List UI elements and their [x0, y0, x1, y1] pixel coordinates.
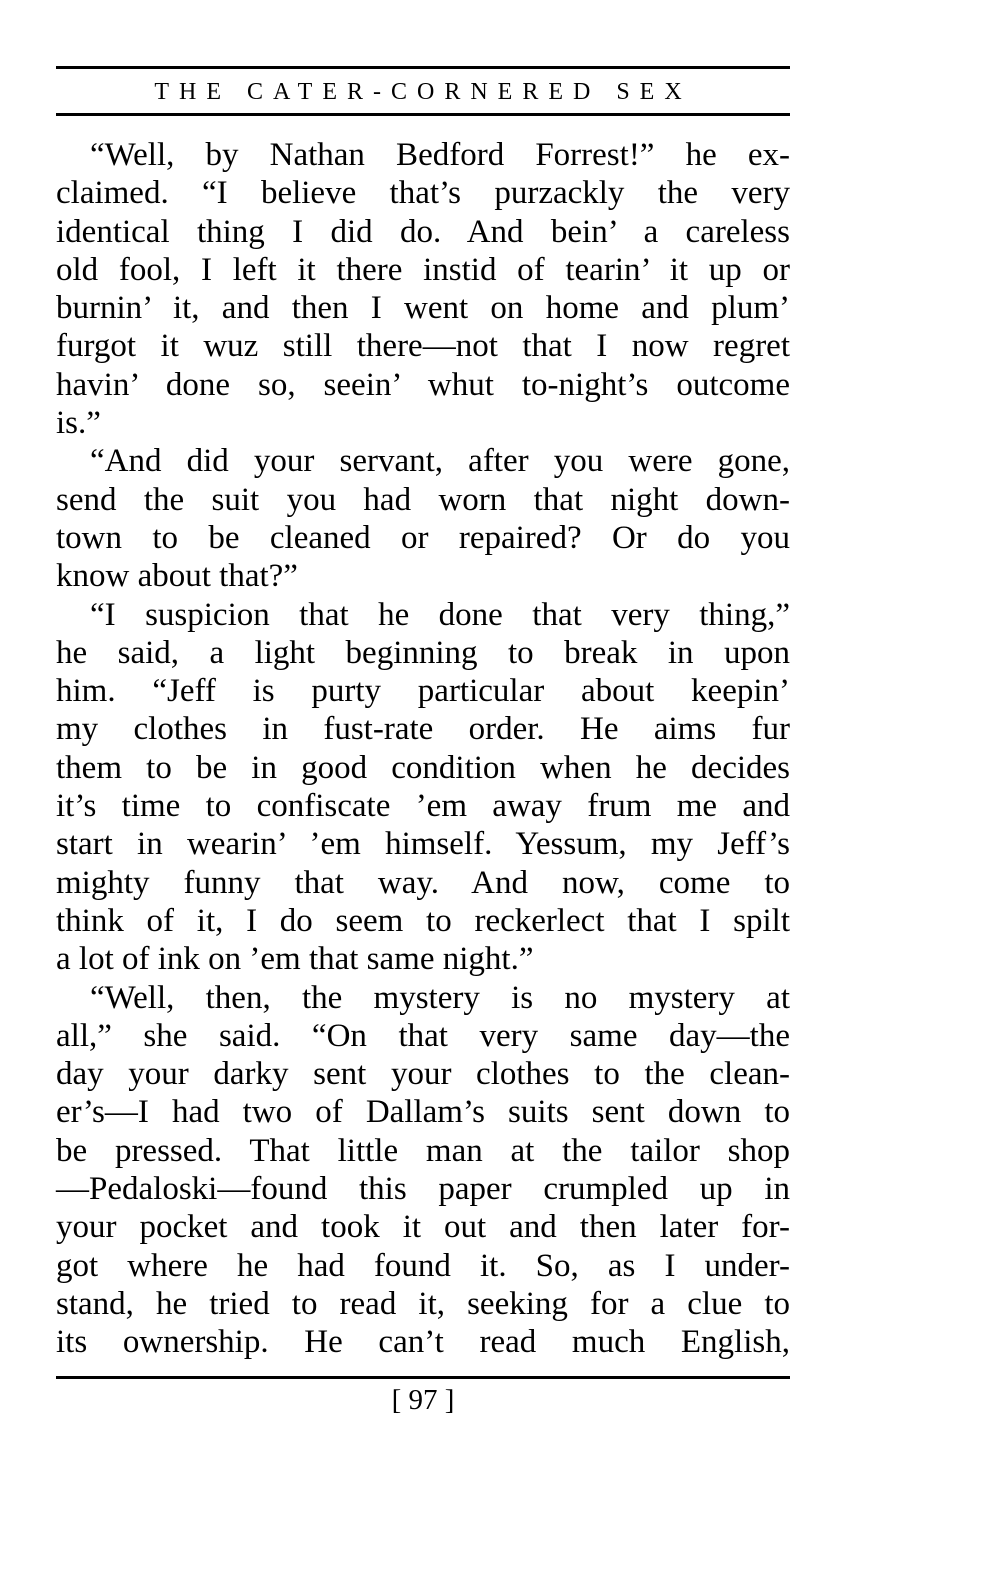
text-line: town to be cleaned or repaired? Or do you	[56, 519, 790, 556]
text-line: a lot of ink on ’em that same night.”	[56, 941, 534, 978]
text-line: “Well, by Nathan Bedford Forrest!” he ex-	[90, 137, 790, 173]
text-line: start in wearin’ ’em himself. Yessum, my Jeff’s	[56, 826, 790, 863]
footer-rule	[56, 1376, 790, 1379]
text-line: them to be in good condition when he decides	[56, 749, 790, 786]
text-line: furgot it wuz still there—not that I now regret	[56, 328, 790, 365]
text-line: identical thing I did do. And bein’ a careless	[56, 213, 790, 250]
text-line: day your darky sent your clothes to the clean-	[56, 1056, 790, 1093]
text-line: “I suspicion that he done that very thing,”	[90, 596, 790, 633]
text-line: he said, a light beginning to break in upon	[56, 634, 790, 671]
text-line: burnin’ it, and then I went on home and plum’	[56, 290, 790, 327]
text-line: send the suit you had worn that night down-	[56, 481, 790, 518]
text-line: mighty funny that way. And now, come to	[56, 864, 790, 901]
text-line: got where he had found it. So, as I under-	[56, 1247, 790, 1284]
header-rule	[56, 113, 790, 116]
text-line: know about that?”	[56, 558, 298, 595]
text-line: havin’ done so, seein’ whut to-night’s outcome	[56, 366, 790, 403]
text-line: him. “Jeff is purty particular about keepin’	[56, 673, 790, 710]
text-line: its ownership. He can’t read much English,	[56, 1324, 790, 1361]
text-line: is.”	[56, 405, 101, 442]
body-text	[56, 136, 790, 1362]
text-line: er’s—I had two of Dallam’s suits sent down to	[56, 1094, 790, 1131]
running-head: THE CATER-CORNERED SEX	[154, 79, 692, 105]
text-line: be pressed. That little man at the tailor shop	[56, 1132, 790, 1169]
text-line: my clothes in fust-rate order. He aims fur	[56, 711, 790, 748]
text-line: stand, he tried to read it, seeking for a clue to	[56, 1285, 790, 1322]
text-line: it’s time to confiscate ’em away frum me and	[56, 788, 790, 825]
text-line: “And did your servant, after you were gone,	[90, 443, 790, 480]
text-line: all,” she said. “On that very same day—the	[56, 1017, 790, 1054]
top-rule	[56, 66, 790, 69]
text-line: “Well, then, the mystery is no mystery at	[90, 979, 790, 1016]
page-number: [ 97 ]	[391, 1384, 455, 1416]
text-line: claimed. “I believe that’s purzackly the very	[56, 175, 790, 212]
text-line: old fool, I left it there instid of tearin’ it up or	[56, 251, 790, 288]
text-line: —Pedaloski—found this paper crumpled up in	[56, 1171, 790, 1208]
text-line: your pocket and took it out and then later for-	[56, 1209, 790, 1246]
text-line: think of it, I do seem to reckerlect that I spilt	[56, 902, 790, 939]
